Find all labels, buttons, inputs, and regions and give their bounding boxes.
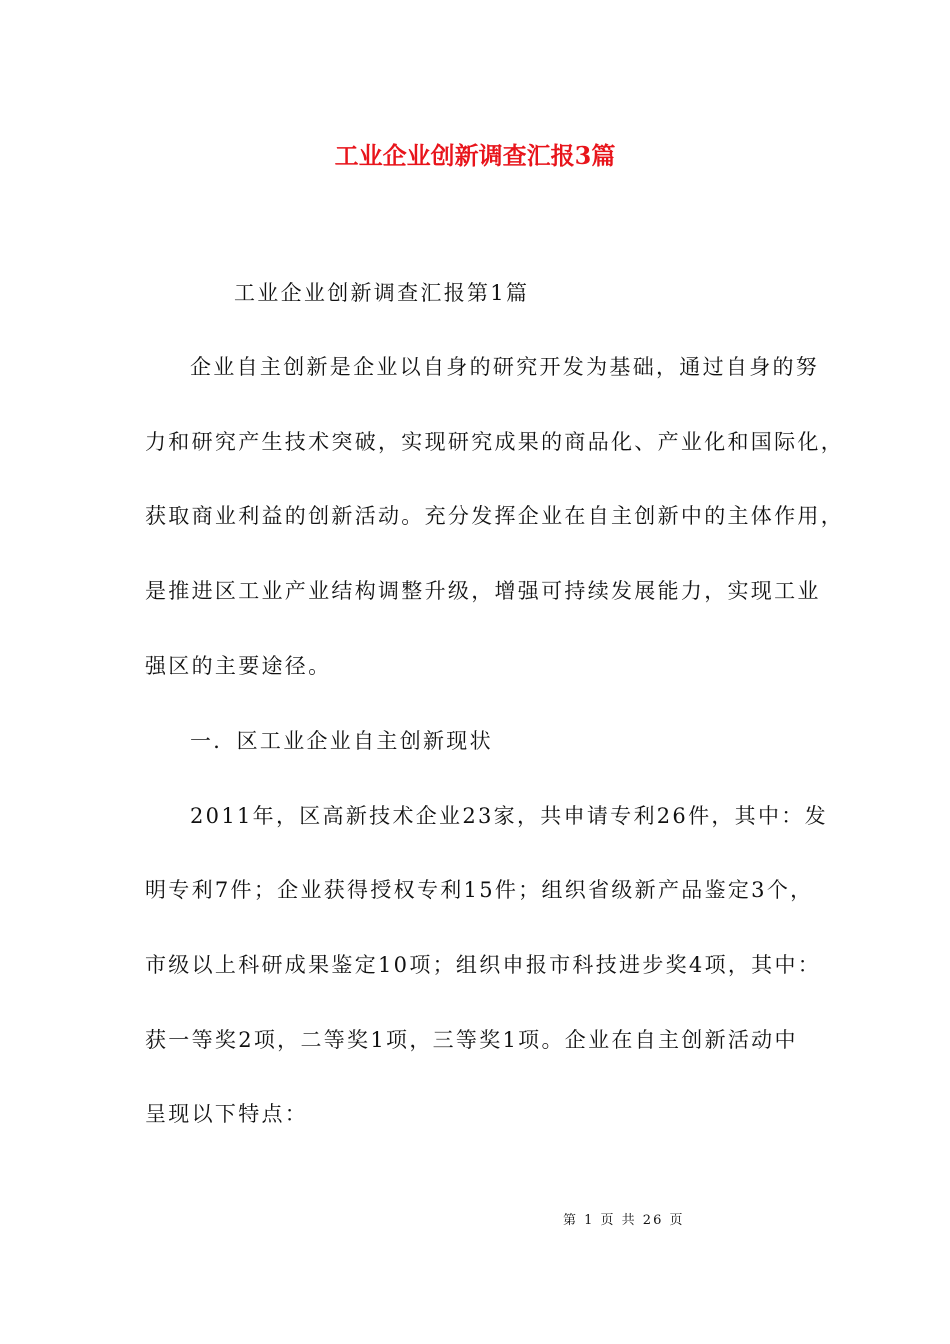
document-title: 工业企业创新调查汇报3篇: [334, 141, 616, 170]
paragraph-line: 获一等奖2项，二等奖1项，三等奖1项。企业在自主创新活动中: [145, 1028, 798, 1052]
paragraph-line: 是推进区工业产业结构调整升级，增强可持续发展能力，实现工业: [145, 579, 821, 603]
paragraph-line: 呈现以下特点：: [145, 1102, 309, 1126]
paragraph-line: 市级以上科研成果鉴定10项；组织申报市科技进步奖4项，其中：: [145, 953, 822, 977]
paragraph-line: 2011年，区高新技术企业23家，共申请专利26件，其中：发: [190, 804, 828, 828]
paragraph-line: 力和研究产生技术突破，实现研究成果的商品化、产业化和国际化，: [145, 430, 844, 454]
paragraph-line: 获取商业利益的创新活动。充分发挥企业在自主创新中的主体作用，: [145, 504, 844, 528]
page-footer: 第 1 页 共 26 页: [563, 1213, 685, 1228]
section-subtitle: 工业企业创新调查汇报第1篇: [234, 281, 530, 305]
paragraph-line: 明专利7件；企业获得授权专利15件；组织省级新产品鉴定3个，: [145, 878, 814, 902]
paragraph-line: 强区的主要途径。: [145, 654, 332, 678]
section-heading: 一．区工业企业自主创新现状: [190, 729, 493, 753]
paragraph-line: 企业自主创新是企业以自身的研究开发为基础，通过自身的努: [190, 355, 820, 379]
